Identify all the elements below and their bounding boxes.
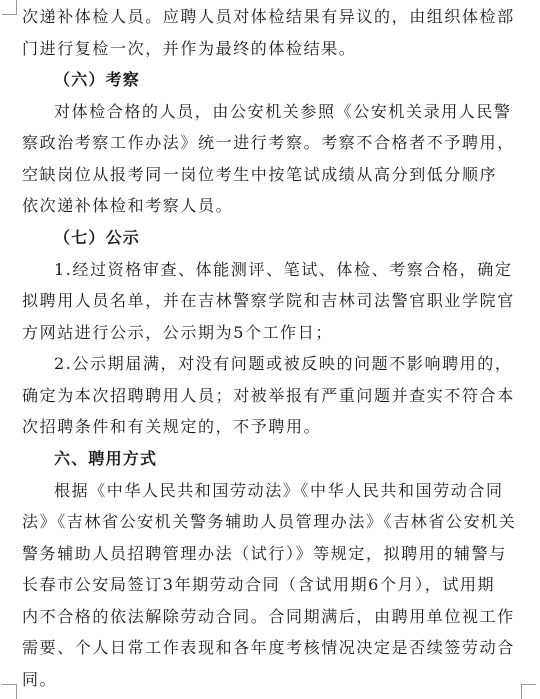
- text-line: 方网站进行公示，公示期为5个工作日；: [22, 323, 333, 342]
- text-line: 次招聘条件和有关规定的，不予聘用。: [22, 417, 322, 436]
- text-line: 依次递补体检和考察人员。: [22, 196, 234, 215]
- text-line: 长春市公安局签订3年期劳动合同（含试用期6个月），试用期: [22, 575, 496, 594]
- section-heading-publicity: （七）公示: [54, 228, 141, 247]
- text-line: 门进行复检一次，并作为最终的体检结果。: [22, 39, 357, 58]
- paragraph-first-line: 1.经过资格审查、体能测评、笔试、体检、考察合格，确定: [54, 260, 513, 279]
- crop-mark-bottom-left: [2, 684, 17, 699]
- paragraph-first-line: 对体检合格的人员，由公安机关参照《公安机关录用人民警: [54, 102, 512, 121]
- crop-mark-top-left: [2, 0, 17, 15]
- text-line: 内不合格的依法解除劳动合同。合同期满后，由聘用单位视工作: [22, 607, 515, 626]
- text-line: 需要、个人日常工作表现和各年度考核情况决定是否续签劳动合: [22, 638, 515, 657]
- text-line: 拟聘用人员名单，并在吉林警察学院和吉林司法警官职业学院官: [22, 291, 515, 310]
- text-line: 法》《吉林省公安机关警务辅助人员管理办法》《吉林省公安机关: [22, 512, 517, 531]
- text-line: 次递补体检人员。应聘人员对体检结果有异议的，由组织体检部: [22, 7, 515, 26]
- text-line: 警务辅助人员招聘管理办法（试行）》等规定，拟聘用的辅警与: [22, 544, 507, 563]
- text-line: 察政治考察工作办法》统一进行考察。考察不合格者不予聘用，: [22, 133, 515, 152]
- section-heading-employment-method: 六、聘用方式: [54, 449, 158, 468]
- text-line: 同。: [22, 670, 58, 689]
- crop-mark-bottom-right: [521, 684, 536, 699]
- text-line: 空缺岗位从报考同一岗位考生中按笔试成绩从高分到低分顺序: [22, 165, 498, 184]
- section-heading-inspection: （六）考察: [54, 70, 141, 89]
- text-line: 确定为本次招聘聘用人员；对被举报有严重问题并查实不符合本: [22, 386, 515, 405]
- paragraph-first-line: 根据《中华人民共和国劳动法》《中华人民共和国劳动合同: [54, 481, 504, 500]
- paragraph-first-line: 2.公示期届满，对没有问题或被反映的问题不影响聘用的，: [54, 354, 513, 373]
